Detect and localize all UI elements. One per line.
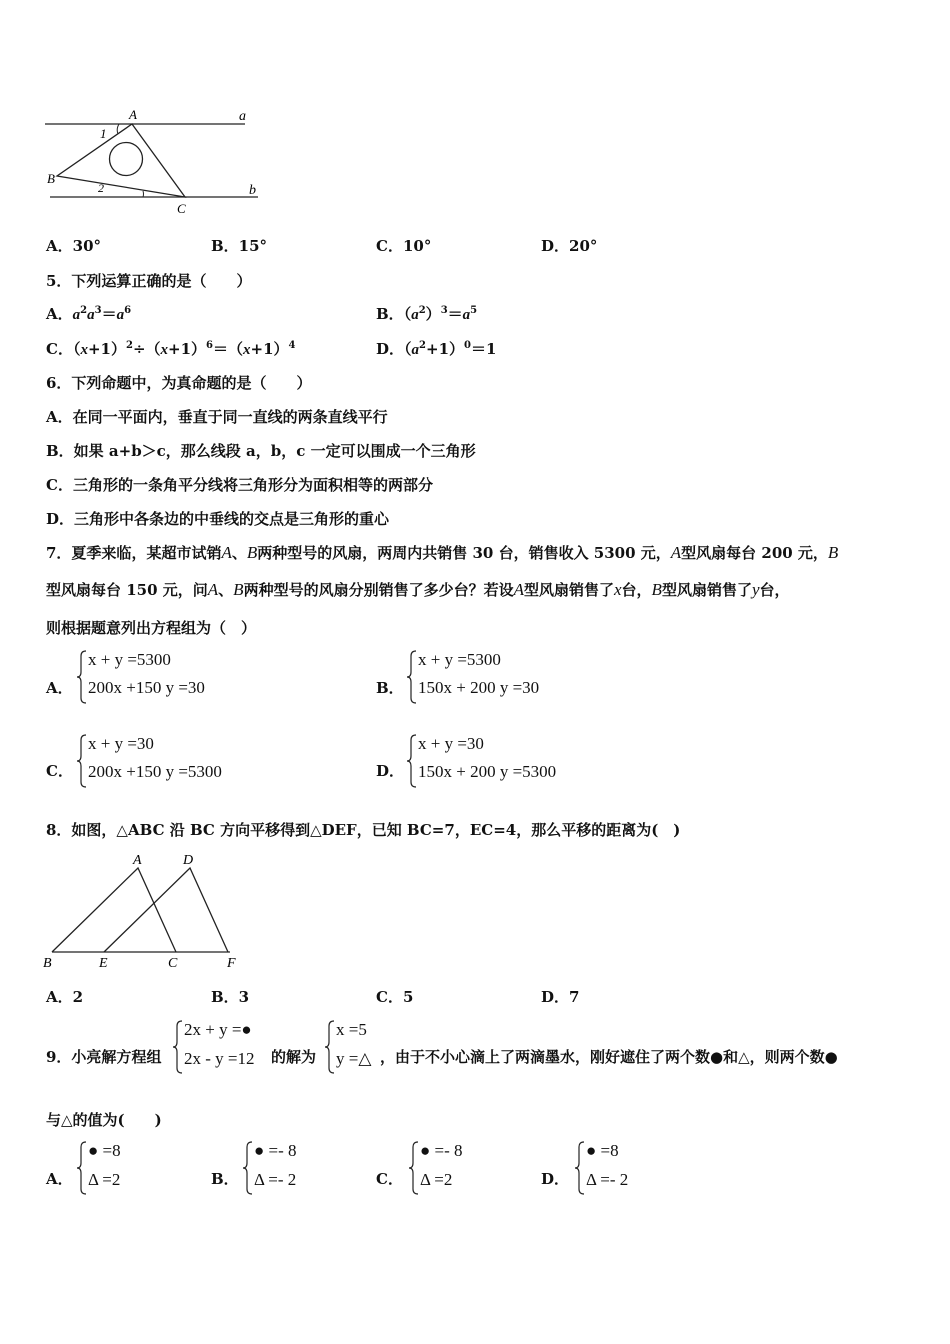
label-C: C — [177, 201, 186, 216]
q9-a-v1: ● =8 — [88, 1141, 121, 1160]
q5d-e2: 0 — [464, 340, 471, 351]
q7-sep: 、 — [231, 544, 247, 562]
q9-sys2-eq1: x =5 — [336, 1020, 367, 1039]
q6-option-c[interactable]: C．三角形的一条角平分线将三角形分为面积相等的两部分 — [46, 476, 433, 494]
q5c-p1: （ — [72, 340, 81, 358]
q7-option-a-label[interactable]: A． — [46, 679, 73, 697]
q5-option-c[interactable] — [46, 338, 296, 359]
q7-var-A: A — [207, 580, 219, 599]
q7-text: 型风扇每台 200 元， — [681, 544, 828, 562]
q6-option-b[interactable]: B．如果 a+b＞c，那么线段 a，b，c 一定可以围成一个三角形 — [46, 442, 476, 460]
q8-option-a[interactable]: A．2 — [46, 988, 84, 1006]
q8-option-c[interactable]: C．5 — [376, 988, 414, 1006]
q7-c-eq1: x + y =30 — [88, 734, 154, 753]
left-brace-icon — [408, 1141, 420, 1195]
q7-text: 两种型号的风扇，两周内共销售 30 台，销售收入 5300 元， — [257, 544, 671, 562]
q5-option-a[interactable] — [46, 303, 131, 324]
left-brace-icon — [172, 1020, 184, 1074]
q9-mid: 的解为 — [271, 1048, 317, 1066]
q7-var-y: y — [751, 580, 760, 599]
q4-option-b[interactable]: B．15° — [211, 237, 268, 255]
triangle-def — [104, 868, 228, 952]
q7-text: 两种型号的风扇分别销售了多少台？若设 — [243, 581, 514, 599]
label-E: E — [99, 956, 108, 971]
q6-stem: 6．下列命题中，为真命题的是（ ） — [46, 374, 312, 392]
q7-var-A: A — [670, 543, 682, 562]
left-brace-icon — [76, 1141, 88, 1195]
q7-var-A: A — [513, 580, 524, 599]
q7-option-c-label[interactable]: C． — [46, 762, 73, 780]
q7-text: 台， — [621, 581, 652, 599]
q9-option-c-label[interactable]: C． — [376, 1170, 403, 1188]
label-1: 1 — [100, 126, 107, 141]
q5d-t: +1） — [426, 340, 465, 358]
option-label: B． — [376, 305, 404, 323]
label-A: A — [133, 853, 142, 868]
left-brace-icon — [574, 1141, 586, 1195]
q5b-l: （ — [403, 305, 412, 323]
angle2-arc — [143, 191, 144, 197]
q7-var-B: B — [651, 580, 662, 599]
q4-option-a[interactable]: A．30° — [46, 237, 102, 255]
q4-figure — [40, 100, 280, 220]
q6-option-d[interactable]: D．三角形中各条边的中垂线的交点是三角形的重心 — [46, 510, 390, 528]
q9-sys1-eq1: 2x + y =● — [184, 1020, 252, 1039]
q7-text: 7．夏季来临，某超市试销 — [46, 544, 222, 562]
q5-option-b[interactable] — [376, 303, 477, 324]
q5d-e1: 2 — [419, 340, 426, 351]
label-b: b — [249, 183, 256, 198]
q5c-e3: 4 — [288, 340, 296, 351]
left-brace-icon — [406, 734, 418, 788]
q5c-t1: +1） — [87, 340, 126, 358]
q5a-b1: a — [72, 307, 81, 323]
q9-sys2-eq2: y =△ — [336, 1049, 372, 1068]
left-brace-icon — [76, 734, 88, 788]
label-B: B — [43, 956, 52, 971]
q7-a-eq1: x + y =5300 — [88, 650, 171, 669]
q5c-x2: x — [160, 342, 169, 358]
q9-d-v2: Δ =- 2 — [586, 1170, 629, 1189]
q4-option-c[interactable]: C．10° — [376, 237, 432, 255]
q7-text: 型风扇每台 150 元，问 — [46, 581, 208, 599]
q5a-eq: ＝ — [101, 305, 117, 323]
q7-var-x: x — [613, 580, 622, 599]
q7-var-B: B — [233, 580, 244, 599]
q7-text: 型风扇销售了 — [523, 581, 614, 599]
label-a: a — [239, 109, 246, 124]
q8-stem: 8．如图，△ABC 沿 BC 方向平移得到△DEF，已知 BC=7，EC=4，那么平移的距离为( ) — [46, 821, 681, 839]
q9-c-v2: Δ =2 — [420, 1170, 453, 1189]
q5b-e3: 5 — [470, 305, 478, 316]
label-A: A — [129, 107, 137, 122]
q7-stem-line2 — [46, 579, 790, 600]
option-label: C． — [46, 340, 73, 358]
q5b-b2: a — [462, 307, 471, 323]
q9-b-v2: Δ =- 2 — [254, 1170, 297, 1189]
q5c-t3: +1） — [250, 340, 289, 358]
q5a-e3: 6 — [124, 305, 132, 316]
q4-option-d[interactable]: D．20° — [541, 237, 598, 255]
triangle-abc — [57, 124, 185, 197]
label-C: C — [168, 956, 178, 971]
q8-option-b[interactable]: B．3 — [211, 988, 250, 1006]
q8-figure — [40, 848, 250, 973]
q5b-eq: ＝ — [447, 305, 463, 323]
label-2: 2 — [98, 181, 104, 195]
q5c-e1: 2 — [125, 340, 133, 351]
q5d-l: （ — [404, 340, 412, 358]
left-brace-icon — [242, 1141, 254, 1195]
option-label: A． — [46, 305, 73, 323]
q7-sep: 、 — [218, 581, 234, 599]
q5c-t2: +1） — [168, 340, 207, 358]
q5c-e2: 6 — [206, 340, 214, 351]
label-F: F — [227, 956, 236, 971]
q7-d-eq2: 150x + 200 y =5300 — [418, 762, 557, 781]
q9-sys1-eq2: 2x - y =12 — [184, 1049, 255, 1068]
left-brace-icon — [76, 650, 88, 704]
label-D: D — [183, 853, 194, 868]
option-label: D． — [376, 340, 405, 358]
q9-option-d-label[interactable]: D． — [541, 1170, 570, 1188]
q9-line2: 与△的值为( ) — [46, 1111, 162, 1129]
q5a-e2: 3 — [94, 305, 102, 316]
q5b-e1: 2 — [418, 305, 426, 316]
q7-c-eq2: 200x +150 y =5300 — [88, 762, 222, 781]
q9-d-v1: ● =8 — [586, 1141, 619, 1160]
q7-option-d-label[interactable]: D． — [376, 762, 405, 780]
q5a-b2: a — [87, 307, 95, 323]
q5a-e1: 2 — [80, 305, 88, 316]
q5d-eq: ＝1 — [470, 340, 497, 358]
q7-text: 型风扇销售了 — [661, 581, 752, 599]
incircle — [110, 143, 143, 176]
q9-b-v1: ● =- 8 — [254, 1141, 297, 1160]
label-B: B — [47, 171, 55, 186]
left-brace-icon — [324, 1020, 336, 1074]
q5c-eq: ＝（ — [213, 340, 244, 358]
q6-option-a[interactable]: A．在同一平面内，垂直于同一直线的两条直线平行 — [46, 408, 388, 426]
triangle-abc — [52, 868, 176, 952]
q7-d-eq1: x + y =30 — [418, 734, 484, 753]
q5c-div: ÷（ — [132, 340, 161, 358]
q7-b-eq2: 150x + 200 y =30 — [418, 678, 540, 697]
q7-var-A: A — [221, 543, 232, 562]
q8-option-d[interactable]: D．7 — [541, 988, 580, 1006]
q9-c-v1: ● =- 8 — [420, 1141, 463, 1160]
q9-pre: 9．小亮解方程组 — [46, 1048, 162, 1066]
q5-option-d[interactable] — [376, 338, 496, 359]
q5b-e2: 3 — [440, 305, 448, 316]
q5b-b1: a — [411, 307, 419, 323]
q9-option-a-label[interactable]: A． — [46, 1170, 73, 1188]
q9-a-v2: Δ =2 — [88, 1170, 121, 1189]
q9-option-b-label[interactable]: B． — [211, 1170, 239, 1188]
q5c-x3: x — [243, 342, 251, 358]
q5d-b: a — [411, 342, 420, 358]
q7-stem-line3: 则根据题意列出方程组为（ ） — [46, 619, 257, 637]
q7-b-eq1: x + y =5300 — [418, 650, 501, 669]
q7-var-B: B — [246, 543, 258, 562]
q5c-x1: x — [80, 342, 88, 358]
q7-option-b-label[interactable]: B． — [376, 679, 404, 697]
q5-stem: 5．下列运算正确的是（ ） — [46, 272, 252, 290]
q7-a-eq2: 200x +150 y =30 — [88, 678, 205, 697]
q7-text: 台， — [759, 581, 790, 599]
q7-var-B: B — [827, 543, 839, 562]
q7-stem-line1 — [46, 542, 838, 563]
q5a-b3: a — [116, 307, 125, 323]
q9-post: ，由于不小心滴上了两滴墨水，刚好遮住了两个数●和△，则两个数● — [380, 1048, 838, 1066]
left-brace-icon — [406, 650, 418, 704]
q5b-r: ） — [425, 305, 441, 323]
